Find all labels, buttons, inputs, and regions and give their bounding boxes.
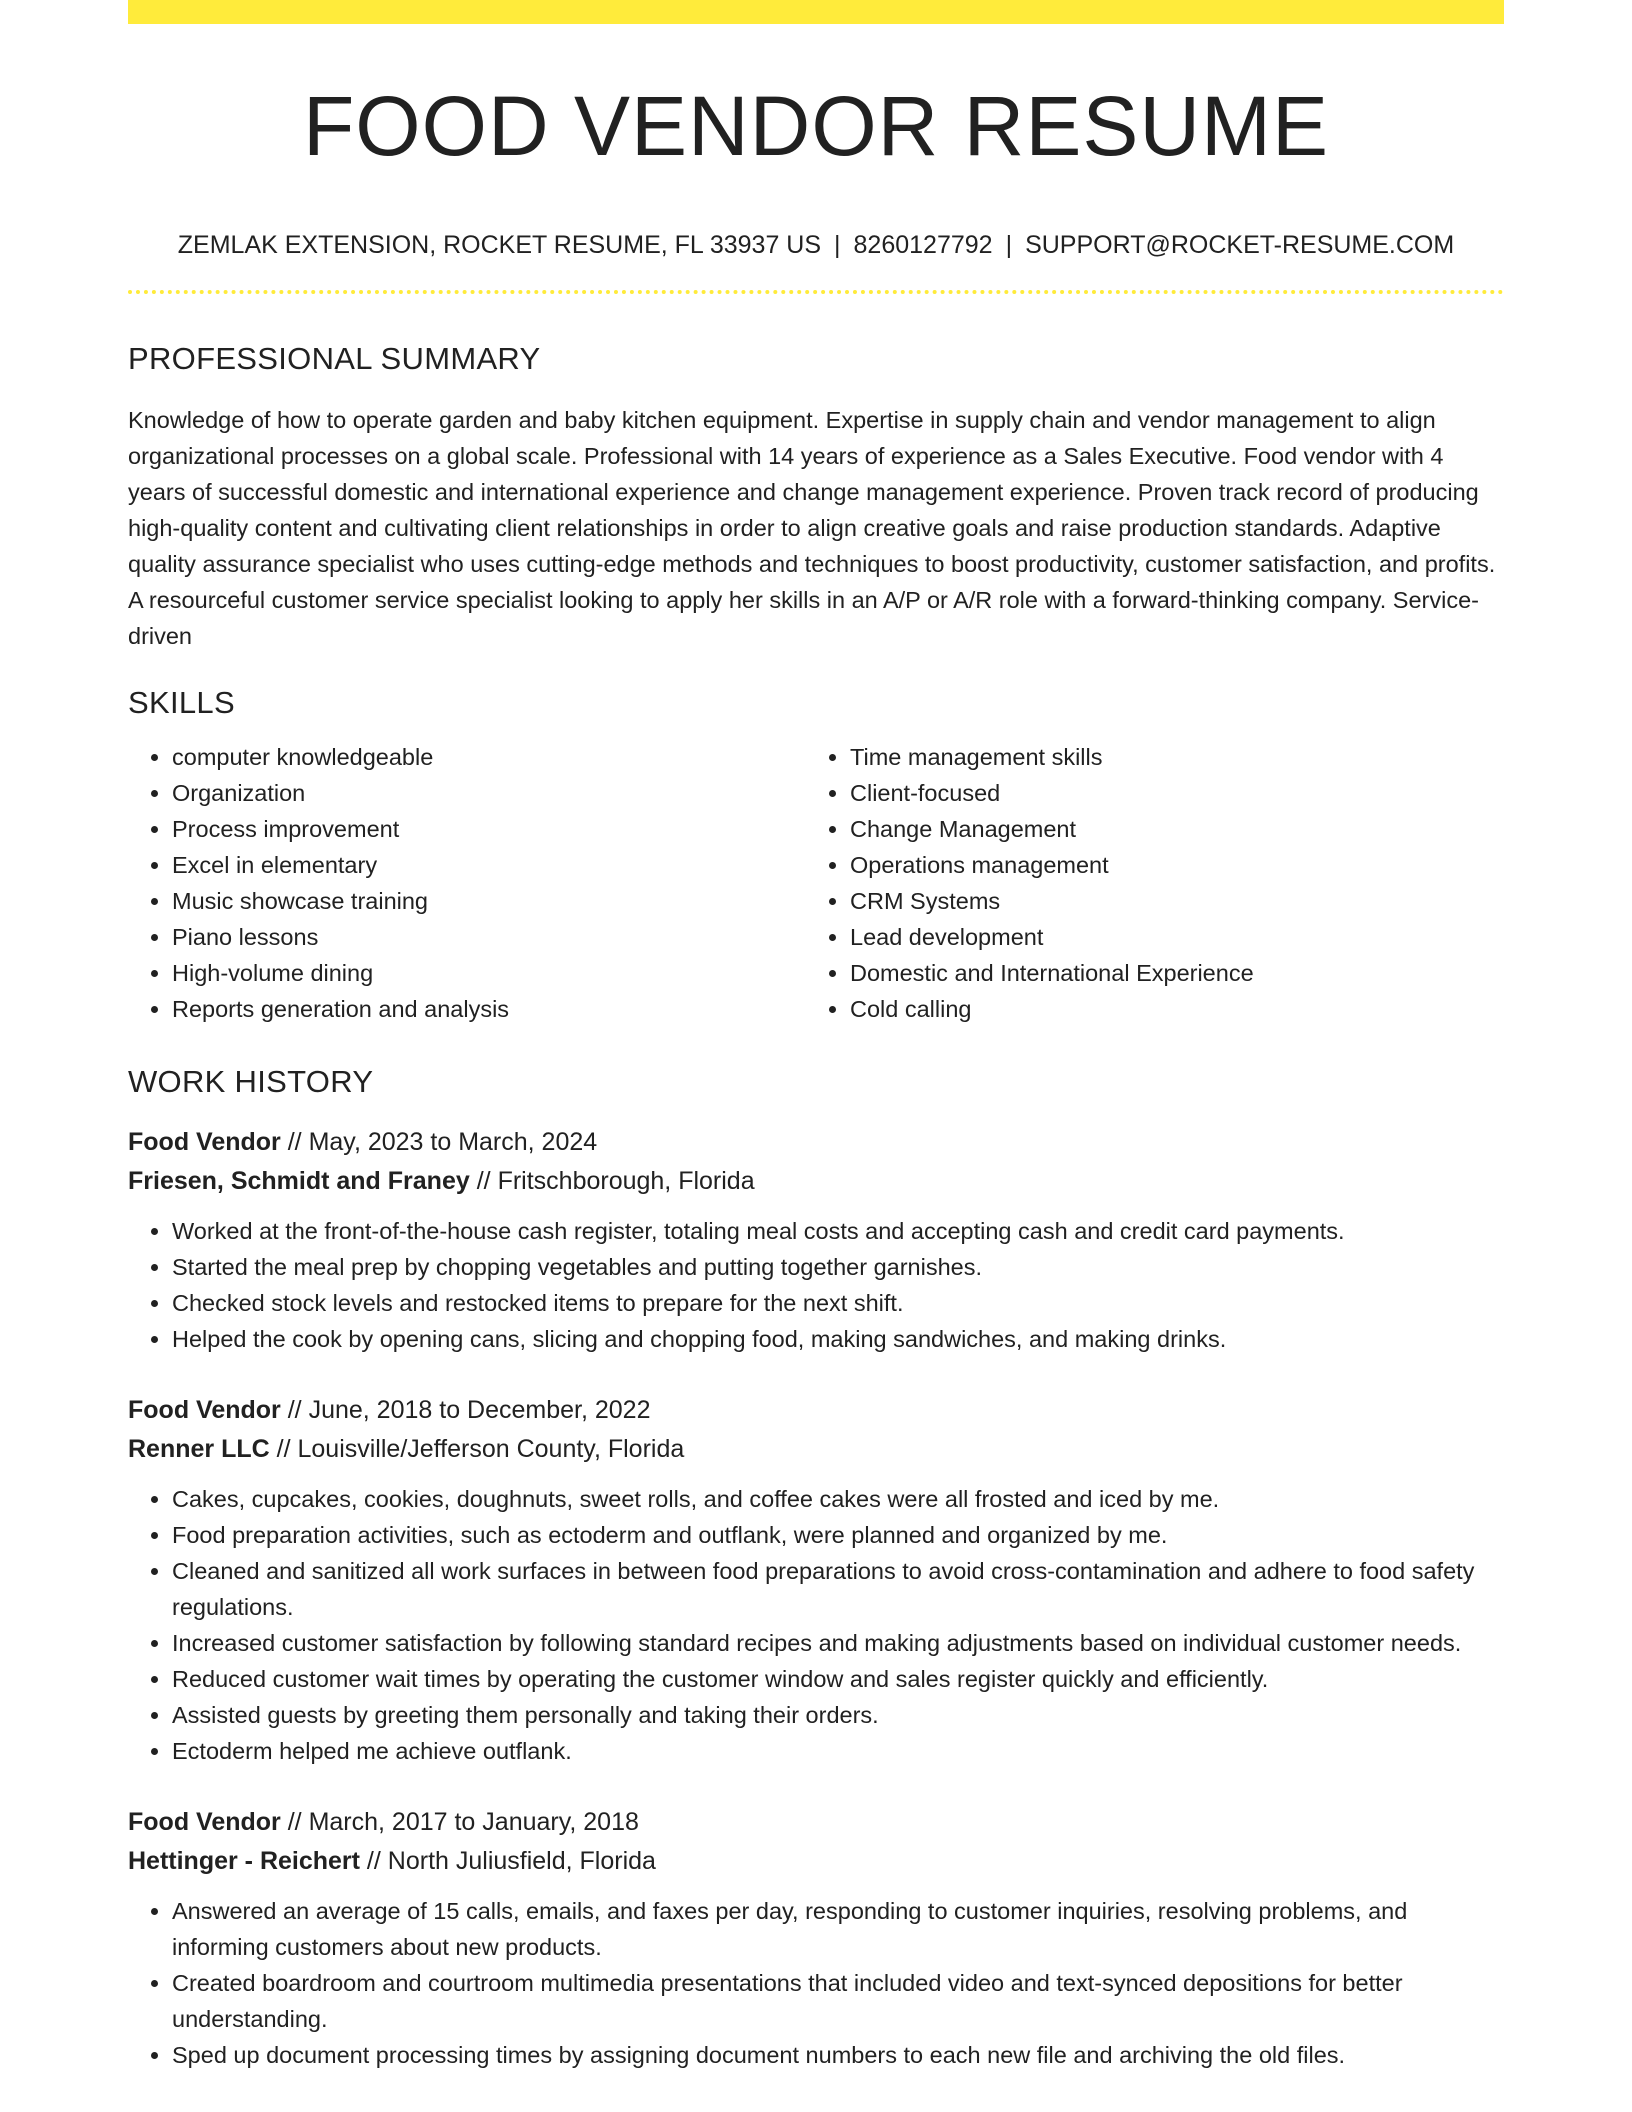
job-bullet: • Sped up document processing times by assigning document numbers to each new file and archiving the old files. [172, 2037, 1504, 2073]
job-bullet: • Reduced customer wait times by operating the customer window and sales register quickly and efficiently. [172, 1661, 1504, 1697]
accent-bar [128, 0, 1504, 24]
job-bullet: • Food preparation activities, such as ectoderm and outflank, were planned and organized by me. [172, 1517, 1504, 1553]
job-dates: June, 2018 to December, 2022 [308, 1395, 651, 1424]
contact-separator: | [1005, 231, 1013, 259]
professional-summary-section [128, 340, 1504, 654]
job-entry [128, 1123, 1504, 1357]
dotted-divider [128, 290, 1504, 294]
contact-separator: | [834, 231, 841, 259]
skills-column-left [128, 739, 806, 1027]
summary-text: Knowledge of how to operate garden and baby kitchen equipment. Expertise in supply chain and vendor management to align organizational processes on a global scale. Professional with 14 years of experience as a Sales Executive. Food vendor with 4 years of successful domestic and international experience and change management experience. Proven track record of producing high-quality content and cultivating client relationships in order to align creative goals and raise production standards. Adaptive quality assurance specialist who uses cutting-edge methods and techniques to boost productivity, customer satisfaction, and profits. A resourceful customer service specialist looking to apply her skills in an A/P or A/R role with a forward-thinking company. Service-driven [128, 407, 1496, 650]
contact-phone: 8260127792 [853, 231, 993, 259]
skill-item: • Reports generation and analysis [172, 991, 806, 1027]
contact-email: SUPPORT@ROCKET-RESUME.COM [1025, 231, 1455, 259]
job-bullets [128, 1481, 1504, 1769]
job-bullet: • Answered an average of 15 calls, emails, and faxes per day, responding to customer inquiries, resolving problems, and informing customers about new products. [172, 1893, 1504, 1965]
job-bullet: • Cakes, cupcakes, cookies, doughnuts, sweet rolls, and coffee cakes were all frosted and iced by me. [172, 1481, 1504, 1517]
skill-item: • Operations management [850, 847, 1484, 883]
skill-item: • CRM Systems [850, 883, 1484, 919]
job-title-line [128, 1123, 1504, 1162]
job-title: Food Vendor [128, 1395, 281, 1424]
job-title: Food Vendor [128, 1127, 281, 1156]
section-heading: SKILLS [128, 685, 235, 721]
job-bullets [128, 1213, 1504, 1357]
skill-item: • Cold calling [850, 991, 1484, 1027]
job-title: Food Vendor [128, 1807, 281, 1836]
job-company-line [128, 1430, 1504, 1469]
skill-item: • computer knowledgeable [172, 739, 806, 775]
job-title-line [128, 1391, 1504, 1430]
job-title-line [128, 1803, 1504, 1842]
job-bullet: • Ectoderm helped me achieve outflank. [172, 1733, 1504, 1769]
job-bullets [128, 1893, 1504, 2073]
job-location: Louisville/Jefferson County, Florida [297, 1434, 685, 1463]
job-dates: May, 2023 to March, 2024 [308, 1127, 598, 1156]
section-heading: WORK HISTORY [128, 1064, 374, 1100]
skill-item: • Piano lessons [172, 919, 806, 955]
skill-item: • Process improvement [172, 811, 806, 847]
job-separator: // [280, 1395, 309, 1424]
job-company: Friesen, Schmidt and Franey [128, 1166, 470, 1195]
job-bullet: • Started the meal prep by chopping vegetables and putting together garnishes. [172, 1249, 1504, 1285]
skill-item: • Organization [172, 775, 806, 811]
skill-item: • Lead development [850, 919, 1484, 955]
skill-item: • Change Management [850, 811, 1484, 847]
job-company-line [128, 1162, 1504, 1201]
job-entry [128, 1391, 1504, 1769]
resume-page [128, 0, 1504, 2073]
job-bullet: • Checked stock levels and restocked items to prepare for the next shift. [172, 1285, 1504, 1321]
resume-title: FOOD VENDOR RESUME [302, 79, 1330, 173]
job-company: Hettinger - Reichert [128, 1846, 360, 1875]
skill-item: • Music showcase training [172, 883, 806, 919]
contact-line [128, 230, 1504, 260]
job-entry [128, 1803, 1504, 2073]
job-bullet: • Worked at the front-of-the-house cash register, totaling meal costs and accepting cash and credit card payments. [172, 1213, 1504, 1249]
job-separator: // [280, 1807, 309, 1836]
job-bullet: • Increased customer satisfaction by following standard recipes and making adjustments based on individual customer needs. [172, 1625, 1504, 1661]
job-separator: // [280, 1127, 309, 1156]
skill-item: • Client-focused [850, 775, 1484, 811]
job-separator: // [359, 1846, 388, 1875]
job-location: North Juliusfield, Florida [387, 1846, 656, 1875]
skill-item: • Domestic and International Experience [850, 955, 1484, 991]
job-dates: March, 2017 to January, 2018 [308, 1807, 639, 1836]
job-bullet: • Created boardroom and courtroom multimedia presentations that included video and text-synced depositions for better understanding. [172, 1965, 1504, 2037]
job-bullet: • Cleaned and sanitized all work surfaces in between food preparations to avoid cross-contamination and adhere to food safety regulations. [172, 1553, 1504, 1625]
job-separator: // [469, 1166, 498, 1195]
skill-item: • Excel in elementary [172, 847, 806, 883]
job-separator: // [269, 1434, 298, 1463]
job-company: Renner LLC [128, 1434, 270, 1463]
skills-list [128, 739, 806, 1027]
job-bullet: • Helped the cook by opening cans, slicing and chopping food, making sandwiches, and making drinks. [172, 1321, 1504, 1357]
job-location: Fritschborough, Florida [497, 1166, 755, 1195]
contact-address: ZEMLAK EXTENSION, ROCKET RESUME, FL 33937 US [177, 231, 822, 259]
work-history-section [128, 1063, 1504, 2072]
skills-section [128, 684, 1504, 1027]
skill-item: • High-volume dining [172, 955, 806, 991]
skills-column-right [806, 739, 1484, 1027]
section-heading: PROFESSIONAL SUMMARY [128, 341, 541, 376]
skills-list [806, 739, 1484, 1027]
skill-item: • Time management skills [850, 739, 1484, 775]
jobs-list [128, 1123, 1504, 2073]
job-bullet: • Assisted guests by greeting them personally and taking their orders. [172, 1697, 1504, 1733]
job-company-line [128, 1842, 1504, 1881]
skills-columns [128, 739, 1504, 1027]
